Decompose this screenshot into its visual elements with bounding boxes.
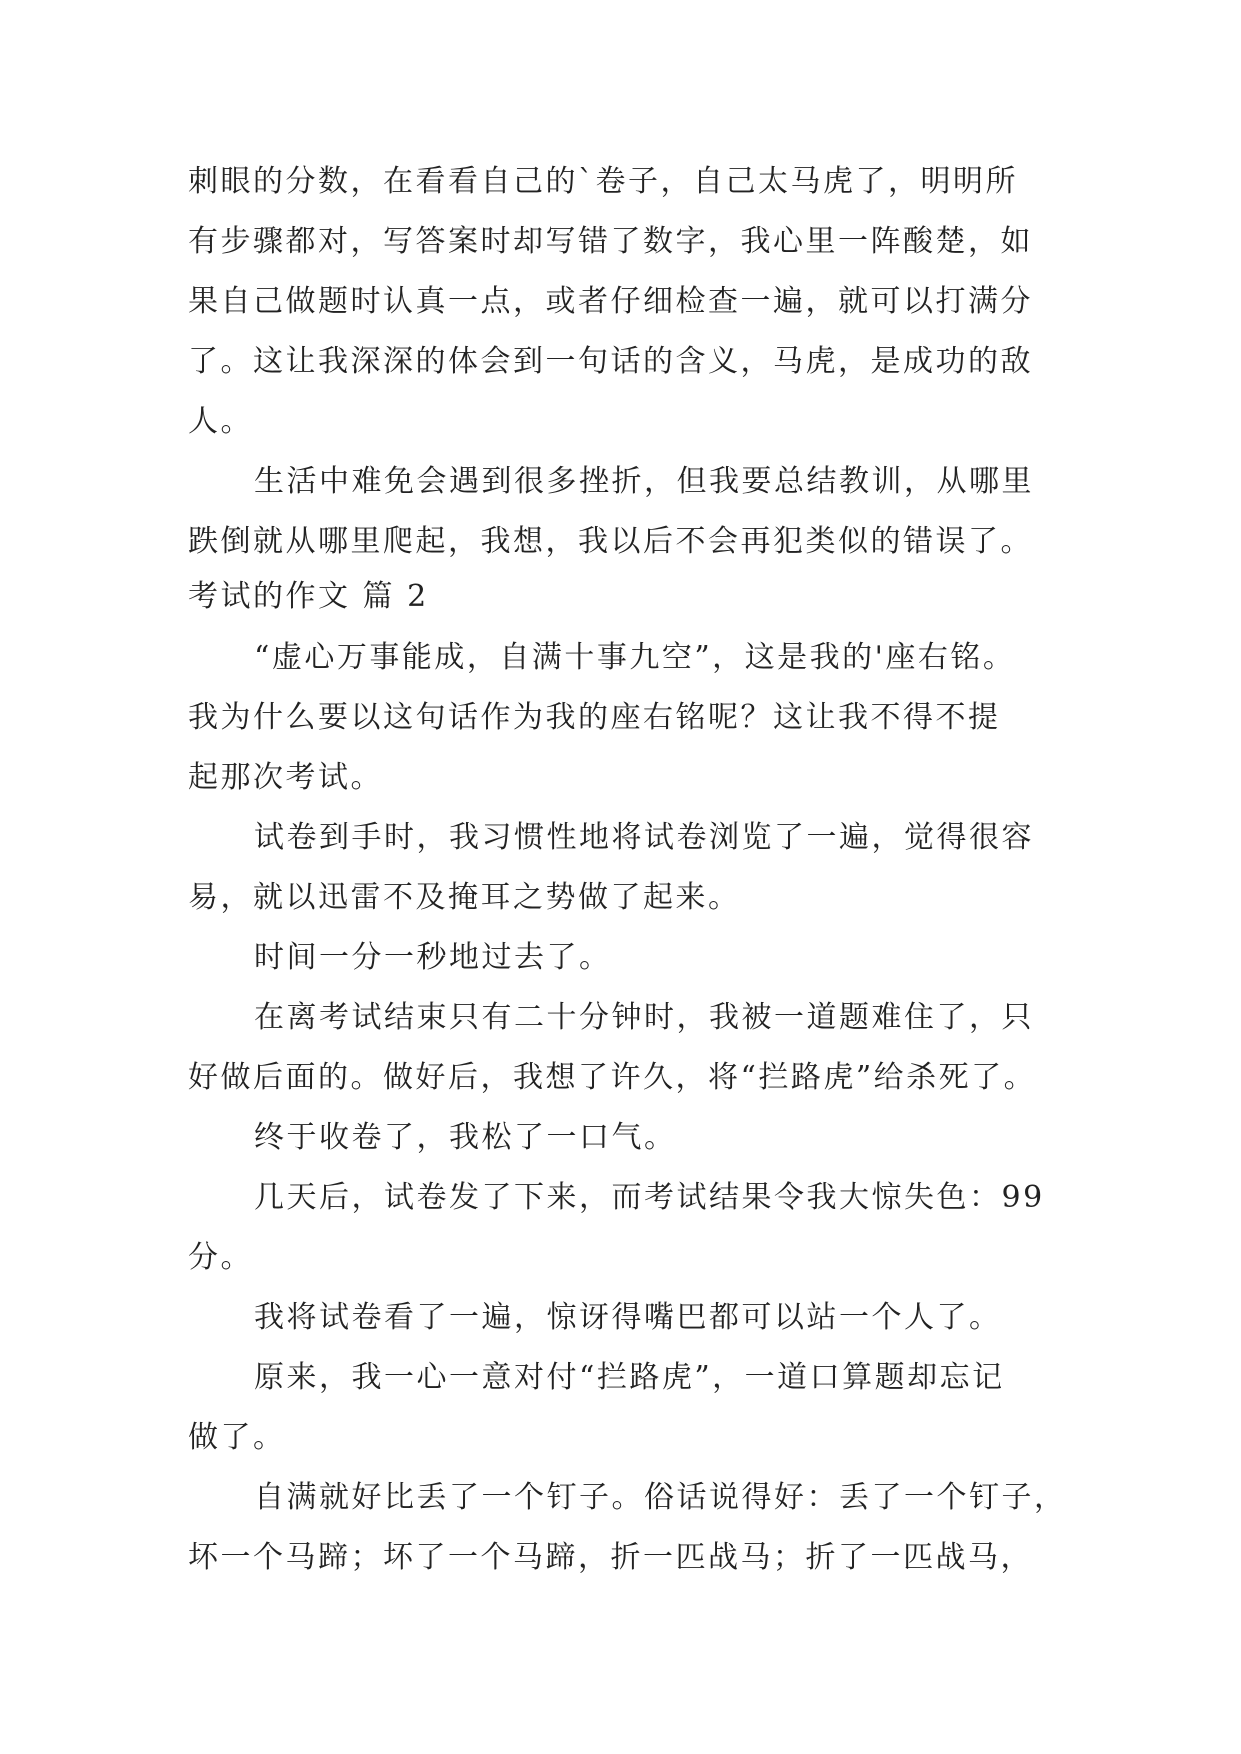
text-line: 有步骤都对，写答案时却写错了数字，我心里一阵酸楚，如 <box>188 224 1033 259</box>
paragraph-start-line: 在离考试结束只有二十分钟时，我被一道题难住了，只 <box>254 1000 1034 1035</box>
section-heading: 考试的作文 篇 2 <box>188 579 429 614</box>
paragraph-start-line: 我将试卷看了一遍，惊讶得嘴巴都可以站一个人了。 <box>254 1300 1002 1335</box>
text-line: 坏一个马蹄；坏了一个马蹄，折一匹战马；折了一匹战马， <box>188 1540 1033 1575</box>
paragraph-start-line: 终于收卷了，我松了一口气。 <box>254 1120 677 1155</box>
text-line: 人。 <box>188 404 253 439</box>
paragraph-start-line: 几天后，试卷发了下来，而考试结果令我大惊失色：99 <box>254 1180 1045 1215</box>
text-line: 易，就以迅雷不及掩耳之势做了起来。 <box>188 880 741 915</box>
text-line: 做了。 <box>188 1420 286 1455</box>
text-line: 好做后面的。做好后，我想了许久，将“拦路虎”给杀死了。 <box>188 1060 1037 1095</box>
paragraph-start-line: 自满就好比丢了一个钉子。俗话说得好：丢了一个钉子， <box>254 1480 1067 1515</box>
text-line: 果自己做题时认真一点，或者仔细检查一遍，就可以打满分 <box>188 284 1033 319</box>
paragraph-start-line: 生活中难免会遇到很多挫折，但我要总结教训，从哪里 <box>254 464 1034 499</box>
text-line: 起那次考试。 <box>188 760 383 795</box>
text-line: 刺眼的分数，在看看自己的`卷子，自己太马虎了，明明所 <box>188 164 1018 199</box>
text-line: 分。 <box>188 1240 253 1275</box>
text-line: 我为什么要以这句话作为我的座右铭呢？这让我不得不提 <box>188 700 1001 735</box>
paragraph-start-line: 时间一分一秒地过去了。 <box>254 940 612 975</box>
text-line: 跌倒就从哪里爬起，我想，我以后不会再犯类似的错误了。 <box>188 524 1033 559</box>
text-line: 了。这让我深深的体会到一句话的含义，马虎，是成功的敌 <box>188 344 1033 379</box>
paragraph-start-line: 原来，我一心一意对付“拦路虎”，一道口算题却忘记 <box>254 1360 1005 1395</box>
paragraph-start-line: “虚心万事能成，自满十事九空”，这是我的'座右铭。 <box>254 640 1016 675</box>
paragraph-start-line: 试卷到手时，我习惯性地将试卷浏览了一遍，觉得很容 <box>254 820 1034 855</box>
